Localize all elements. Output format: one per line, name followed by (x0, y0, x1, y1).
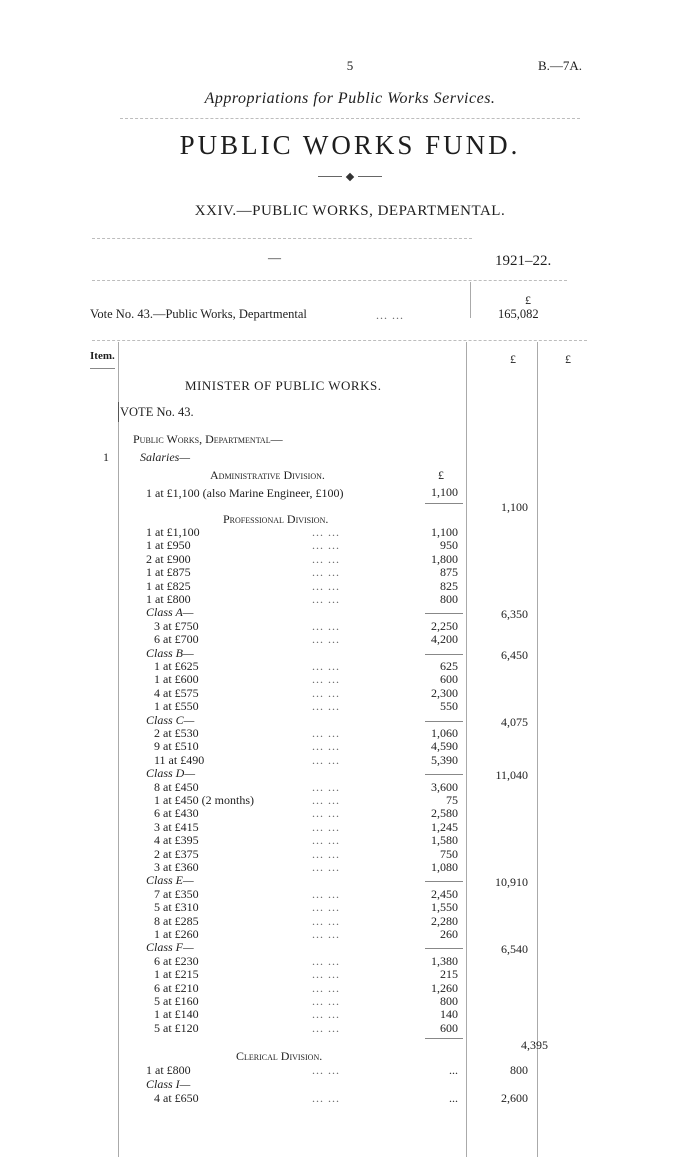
salary-row-label: 6 at £700 (154, 632, 199, 646)
salary-row-amount: 2,300 (431, 686, 458, 700)
salary-row-amount: 3,600 (431, 780, 458, 794)
salary-row-amount: 600 (440, 1021, 458, 1035)
leader-dots: ... ... (312, 981, 340, 995)
class-heading: Class E— (146, 873, 194, 887)
class-total: 6,350 (501, 607, 528, 621)
bracket-rule (118, 402, 119, 422)
class-total: 11,040 (495, 768, 528, 782)
leader-dots: ... ... (312, 659, 340, 673)
leader-dots: ... ... (312, 632, 340, 646)
salary-row-amount: 140 (440, 1007, 458, 1021)
salary-row-amount: 1,260 (431, 981, 458, 995)
salary-row-label: 8 at £285 (154, 914, 199, 928)
leader-dots: ... ... (312, 1021, 340, 1035)
leader-dots: ... ... (312, 552, 340, 566)
salary-row-amount: 2,280 (431, 914, 458, 928)
salary-row-amount: 1,060 (431, 726, 458, 740)
salary-row-label: 9 at £510 (154, 739, 199, 753)
leader-dots: ... ... (312, 860, 340, 874)
year-heading: 1921–22. (495, 253, 552, 269)
divider (92, 238, 472, 239)
ornament-line-left (318, 176, 342, 177)
salary-row-amount: 825 (440, 579, 458, 593)
leader-dots: ... ... (312, 592, 340, 606)
class-heading: Class D— (146, 766, 196, 780)
clerical-row-amount: ... (449, 1091, 458, 1105)
salary-row-label: 1 at £950 (146, 538, 191, 552)
salary-row-label: 6 at £230 (154, 954, 199, 968)
leader-dots: ... ... (312, 739, 340, 753)
salary-row-label: 1 at £825 (146, 579, 191, 593)
subtotal-rule (425, 613, 463, 614)
salary-row-label: 1 at £600 (154, 672, 199, 686)
item-column-header: Item. (90, 350, 115, 362)
salary-row-label: 7 at £350 (154, 887, 199, 901)
item-underline (90, 368, 115, 369)
leader-dots: ... ... (312, 967, 340, 981)
salary-row-amount: 1,800 (431, 552, 458, 566)
column-rule (466, 342, 467, 1157)
leader-dots: ... ... (312, 780, 340, 794)
leader-dots: ... ... (312, 994, 340, 1008)
salary-row-label: 8 at £450 (154, 780, 199, 794)
page-number: 5 (346, 58, 354, 73)
salary-row-amount: 4,590 (431, 739, 458, 753)
class-heading: Class I— (146, 1077, 191, 1091)
class-total: 10,910 (495, 875, 528, 889)
salary-row-label: 6 at £210 (154, 981, 199, 995)
salary-row-amount: 1,550 (431, 900, 458, 914)
leader-dots: ... ... (312, 806, 340, 820)
salary-row-label: 11 at £490 (154, 753, 205, 767)
leader-dots: ... ... (312, 847, 340, 861)
salary-row-amount: 215 (440, 967, 458, 981)
clerical-row-label: 1 at £800 (146, 1063, 191, 1077)
clerical-row-total: 2,600 (501, 1091, 528, 1105)
salary-row-label: 5 at £120 (154, 1021, 199, 1035)
leader-dots: ... ... (312, 793, 340, 807)
admin-row-label: 1 at £1,100 (also Marine Engineer, £100) (146, 486, 344, 500)
salary-row-amount: 2,250 (431, 619, 458, 633)
salary-row-label: 2 at £900 (146, 552, 191, 566)
leader-dots: ... ... (312, 900, 340, 914)
class-heading: Class B— (146, 646, 194, 660)
column-rule (537, 342, 538, 1157)
ornament-line-right (358, 176, 382, 177)
salary-row-amount: 5,390 (431, 753, 458, 767)
class-total: 6,540 (501, 942, 528, 956)
salary-row-label: 1 at £450 (2 months) (154, 793, 254, 807)
subtotal-rule (425, 503, 463, 504)
leader-dots: ... ... (312, 887, 340, 901)
salary-row-label: 1 at £550 (154, 699, 199, 713)
leader-dots: ... ... (312, 1091, 340, 1105)
salary-row-amount: 1,580 (431, 833, 458, 847)
document-reference: B.—7A. (538, 58, 583, 73)
leader-dots: ... ... (376, 308, 404, 322)
column-currency-2: £ (565, 352, 571, 366)
clerical-row-amount: ... (449, 1063, 458, 1077)
vote-currency: £ (525, 293, 531, 307)
leader-dots: ... ... (312, 927, 340, 941)
column-currency-1: £ (510, 352, 516, 366)
salary-row-label: 1 at £1,100 (146, 525, 200, 539)
salary-row-label: 1 at £215 (154, 967, 199, 981)
leader-dots: ... ... (312, 525, 340, 539)
admin-division-heading: Administrative Division. (210, 468, 325, 482)
salary-row-label: 1 at £625 (154, 659, 199, 673)
salary-row-label: 1 at £800 (146, 592, 191, 606)
subtotal-rule (425, 654, 463, 655)
divider (92, 280, 567, 281)
salary-row-label: 1 at £140 (154, 1007, 199, 1021)
vote-heading: VOTE No. 43. (120, 405, 194, 419)
leader-dots: ... ... (312, 820, 340, 834)
salary-row-amount: 2,450 (431, 887, 458, 901)
salary-row-label: 6 at £430 (154, 806, 199, 820)
ornament-diamond (346, 173, 354, 181)
salary-row-amount: 600 (440, 672, 458, 686)
dash: — (268, 250, 281, 265)
column-rule (470, 282, 471, 318)
divider (120, 118, 580, 119)
salary-row-label: 1 at £260 (154, 927, 199, 941)
subtotal-rule (425, 948, 463, 949)
salary-row-amount: 625 (440, 659, 458, 673)
leader-dots: ... ... (312, 954, 340, 968)
salary-row-amount: 75 (446, 793, 458, 807)
subtotal-rule (425, 774, 463, 775)
professional-division-heading: Professional Division. (223, 512, 329, 526)
admin-currency: £ (438, 468, 444, 482)
leader-dots: ... ... (312, 579, 340, 593)
class-total: 6,450 (501, 648, 528, 662)
leader-dots: ... ... (312, 1063, 340, 1077)
salaries-heading: Salaries— (140, 450, 191, 464)
salary-row-label: 5 at £160 (154, 994, 199, 1008)
leader-dots: ... ... (312, 753, 340, 767)
salary-row-amount: 750 (440, 847, 458, 861)
salary-row-label: 4 at £575 (154, 686, 199, 700)
leader-dots: ... ... (312, 914, 340, 928)
salary-row-amount: 950 (440, 538, 458, 552)
subtotal-rule (425, 721, 463, 722)
leader-dots: ... ... (312, 699, 340, 713)
class-heading: Class F— (146, 940, 194, 954)
salary-row-label: 3 at £415 (154, 820, 199, 834)
salary-row-amount: 550 (440, 699, 458, 713)
section-title: XXIV.—PUBLIC WORKS, DEPARTMENTAL. (194, 203, 506, 219)
vote-amount: 165,082 (498, 307, 539, 321)
leader-dots: ... ... (312, 619, 340, 633)
clerical-row-label: 4 at £650 (154, 1091, 199, 1105)
salary-row-label: 3 at £750 (154, 619, 199, 633)
item-number: 1 (103, 450, 109, 464)
leader-dots: ... ... (312, 1007, 340, 1021)
salary-row-amount: 1,080 (431, 860, 458, 874)
salary-row-label: 5 at £310 (154, 900, 199, 914)
salary-row-label: 2 at £375 (154, 847, 199, 861)
minister-heading: MINISTER OF PUBLIC WORKS. (185, 378, 382, 393)
clerical-division-heading: Clerical Division. (236, 1049, 323, 1063)
salary-row-amount: 2,580 (431, 806, 458, 820)
admin-total: 1,100 (501, 500, 528, 514)
salary-row-amount: 875 (440, 565, 458, 579)
appropriations-title: Appropriations for Public Works Services. (204, 90, 496, 107)
salary-row-amount: 1,100 (431, 525, 458, 539)
salary-row-amount: 1,380 (431, 954, 458, 968)
salary-row-amount: 800 (440, 994, 458, 1008)
class-heading: Class A— (146, 605, 194, 619)
salary-row-label: 1 at £875 (146, 565, 191, 579)
clerical-row-total: 800 (510, 1063, 528, 1077)
leader-dots: ... ... (312, 686, 340, 700)
leader-dots: ... ... (312, 672, 340, 686)
admin-row-amount: 1,100 (431, 485, 458, 499)
divider (92, 340, 587, 341)
column-rule (118, 342, 119, 1157)
salary-row-amount: 1,245 (431, 820, 458, 834)
class-total: 4,075 (501, 715, 528, 729)
professional-final-total: 4,395 (521, 1038, 548, 1052)
fund-title: PUBLIC WORKS FUND. (179, 130, 521, 160)
salary-row-label: 4 at £395 (154, 833, 199, 847)
subtotal-rule (425, 1038, 463, 1039)
salary-row-amount: 800 (440, 592, 458, 606)
salary-row-amount: 4,200 (431, 632, 458, 646)
salary-row-label: 3 at £360 (154, 860, 199, 874)
leader-dots: ... ... (312, 538, 340, 552)
salary-row-label: 2 at £530 (154, 726, 199, 740)
subtotal-rule (425, 881, 463, 882)
vote-label: Vote No. 43.—Public Works, Departmental (90, 307, 307, 321)
leader-dots: ... ... (312, 565, 340, 579)
leader-dots: ... ... (312, 833, 340, 847)
salary-row-amount: 260 (440, 927, 458, 941)
department-heading: Public Works, Departmental— (133, 432, 283, 446)
class-heading: Class C— (146, 713, 195, 727)
leader-dots: ... ... (312, 726, 340, 740)
